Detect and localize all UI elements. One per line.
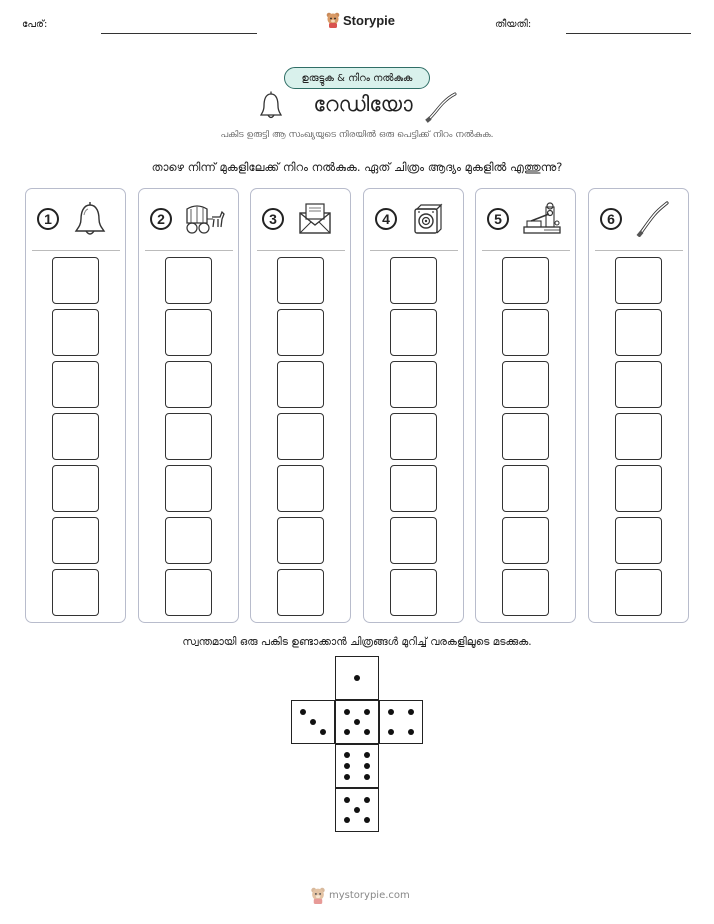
die-pip (344, 774, 350, 780)
column-divider (32, 250, 120, 251)
color-box[interactable] (52, 309, 99, 356)
column-1 (25, 188, 126, 623)
die-pip (364, 797, 370, 803)
speaker-icon (410, 201, 446, 237)
activity-badge: ഉരുട്ടുക & നിറം നൽകുക (284, 67, 430, 89)
cut-instruction: സ്വന്തമായി ഒരു പകിട ഉണ്ടാക്കാൻ ചിത്രങ്ങൾ മുറിച്ച് വരകളിലൂടെ മടക്കുക. (182, 636, 532, 648)
column-2 (138, 188, 239, 623)
envelope-icon (297, 201, 333, 237)
color-box[interactable] (615, 413, 662, 460)
color-box[interactable] (165, 465, 212, 512)
die-pip (344, 729, 350, 735)
die-pip (354, 675, 360, 681)
column-number: 5 (487, 208, 509, 230)
column-divider (370, 250, 458, 251)
color-box[interactable] (277, 309, 324, 356)
color-box[interactable] (52, 413, 99, 460)
bear-mascot-icon (326, 12, 340, 28)
column-divider (482, 250, 570, 251)
bell-icon (72, 201, 108, 237)
color-box[interactable] (165, 413, 212, 460)
color-box[interactable] (615, 517, 662, 564)
page-title: റേഡിയോ (313, 92, 413, 116)
die-pip (344, 817, 350, 823)
color-box[interactable] (390, 465, 437, 512)
column-5 (475, 188, 576, 623)
color-box[interactable] (277, 569, 324, 616)
subtitle: പകിട ഉരുട്ടി ആ സംഖ്യയുടെ നിരയിൽ ഒരു പെട്ടിക്ക് നിറം നൽകുക. (220, 130, 494, 140)
color-box[interactable] (390, 309, 437, 356)
color-box[interactable] (390, 413, 437, 460)
die-face-4 (379, 700, 423, 744)
brand-logo (326, 12, 395, 28)
color-box[interactable] (615, 309, 662, 356)
horse-carriage-icon (185, 201, 225, 237)
color-box[interactable] (165, 517, 212, 564)
date-line[interactable] (566, 33, 691, 34)
color-box[interactable] (277, 413, 324, 460)
color-box[interactable] (615, 361, 662, 408)
cable-icon (635, 201, 671, 237)
color-box[interactable] (390, 569, 437, 616)
bear-mascot-icon (310, 887, 326, 904)
column-divider (145, 250, 233, 251)
die-pip (364, 709, 370, 715)
color-box[interactable] (502, 361, 549, 408)
color-box[interactable] (615, 465, 662, 512)
color-box[interactable] (52, 465, 99, 512)
color-box[interactable] (52, 361, 99, 408)
column-number: 1 (37, 208, 59, 230)
column-number: 3 (262, 208, 284, 230)
die-face-6 (335, 744, 379, 788)
color-box[interactable] (615, 257, 662, 304)
die-pip (364, 729, 370, 735)
column-number: 6 (600, 208, 622, 230)
column-divider (257, 250, 345, 251)
date-label: തീയതി: (495, 19, 532, 30)
color-box[interactable] (277, 465, 324, 512)
color-box[interactable] (165, 257, 212, 304)
telegraph-icon (522, 201, 562, 237)
die-pip (344, 763, 350, 769)
instruction: താഴെ നിന്ന് മുകളിലേക്ക് നിറം നൽകുക. ഏത് ചിത്രം ആദ്യം മുകളിൽ എത്തുന്നു? (151, 160, 563, 174)
die-pip (344, 752, 350, 758)
column-3 (250, 188, 351, 623)
die-face-3 (291, 700, 335, 744)
color-box[interactable] (165, 309, 212, 356)
color-box[interactable] (502, 517, 549, 564)
bell-icon (258, 91, 284, 121)
column-divider (595, 250, 683, 251)
color-box[interactable] (502, 257, 549, 304)
color-box[interactable] (390, 257, 437, 304)
color-box[interactable] (277, 517, 324, 564)
color-box[interactable] (502, 569, 549, 616)
column-number: 2 (150, 208, 172, 230)
brand-name: Storypie (343, 12, 396, 28)
column-4 (363, 188, 464, 623)
die-pip (354, 807, 360, 813)
color-box[interactable] (165, 569, 212, 616)
die-pip (388, 709, 394, 715)
color-box[interactable] (52, 569, 99, 616)
die-face-5-bottom (335, 788, 379, 832)
color-box[interactable] (615, 569, 662, 616)
color-box[interactable] (390, 361, 437, 408)
die-pip (364, 763, 370, 769)
die-pip (388, 729, 394, 735)
die-pip (344, 797, 350, 803)
color-box[interactable] (502, 309, 549, 356)
die-pip (364, 774, 370, 780)
die-face-1 (335, 656, 379, 700)
color-box[interactable] (277, 361, 324, 408)
color-box[interactable] (502, 465, 549, 512)
die-pip (300, 709, 306, 715)
name-line[interactable] (101, 33, 257, 34)
die-pip (354, 719, 360, 725)
die-pip (408, 729, 414, 735)
color-box[interactable] (52, 257, 99, 304)
color-box[interactable] (502, 413, 549, 460)
die-pip (320, 729, 326, 735)
die-face-5 (335, 700, 379, 744)
die-pip (310, 719, 316, 725)
footer-url[interactable]: mystorypie.com (329, 890, 410, 901)
die-pip (364, 817, 370, 823)
footer (310, 887, 410, 904)
die-pip (408, 709, 414, 715)
column-number: 4 (375, 208, 397, 230)
column-6 (588, 188, 689, 623)
name-label: പേര്: (22, 19, 48, 30)
color-box[interactable] (390, 517, 437, 564)
color-box[interactable] (52, 517, 99, 564)
color-box[interactable] (277, 257, 324, 304)
color-box[interactable] (165, 361, 212, 408)
cable-icon (425, 91, 459, 123)
die-pip (364, 752, 370, 758)
die-pip (344, 709, 350, 715)
